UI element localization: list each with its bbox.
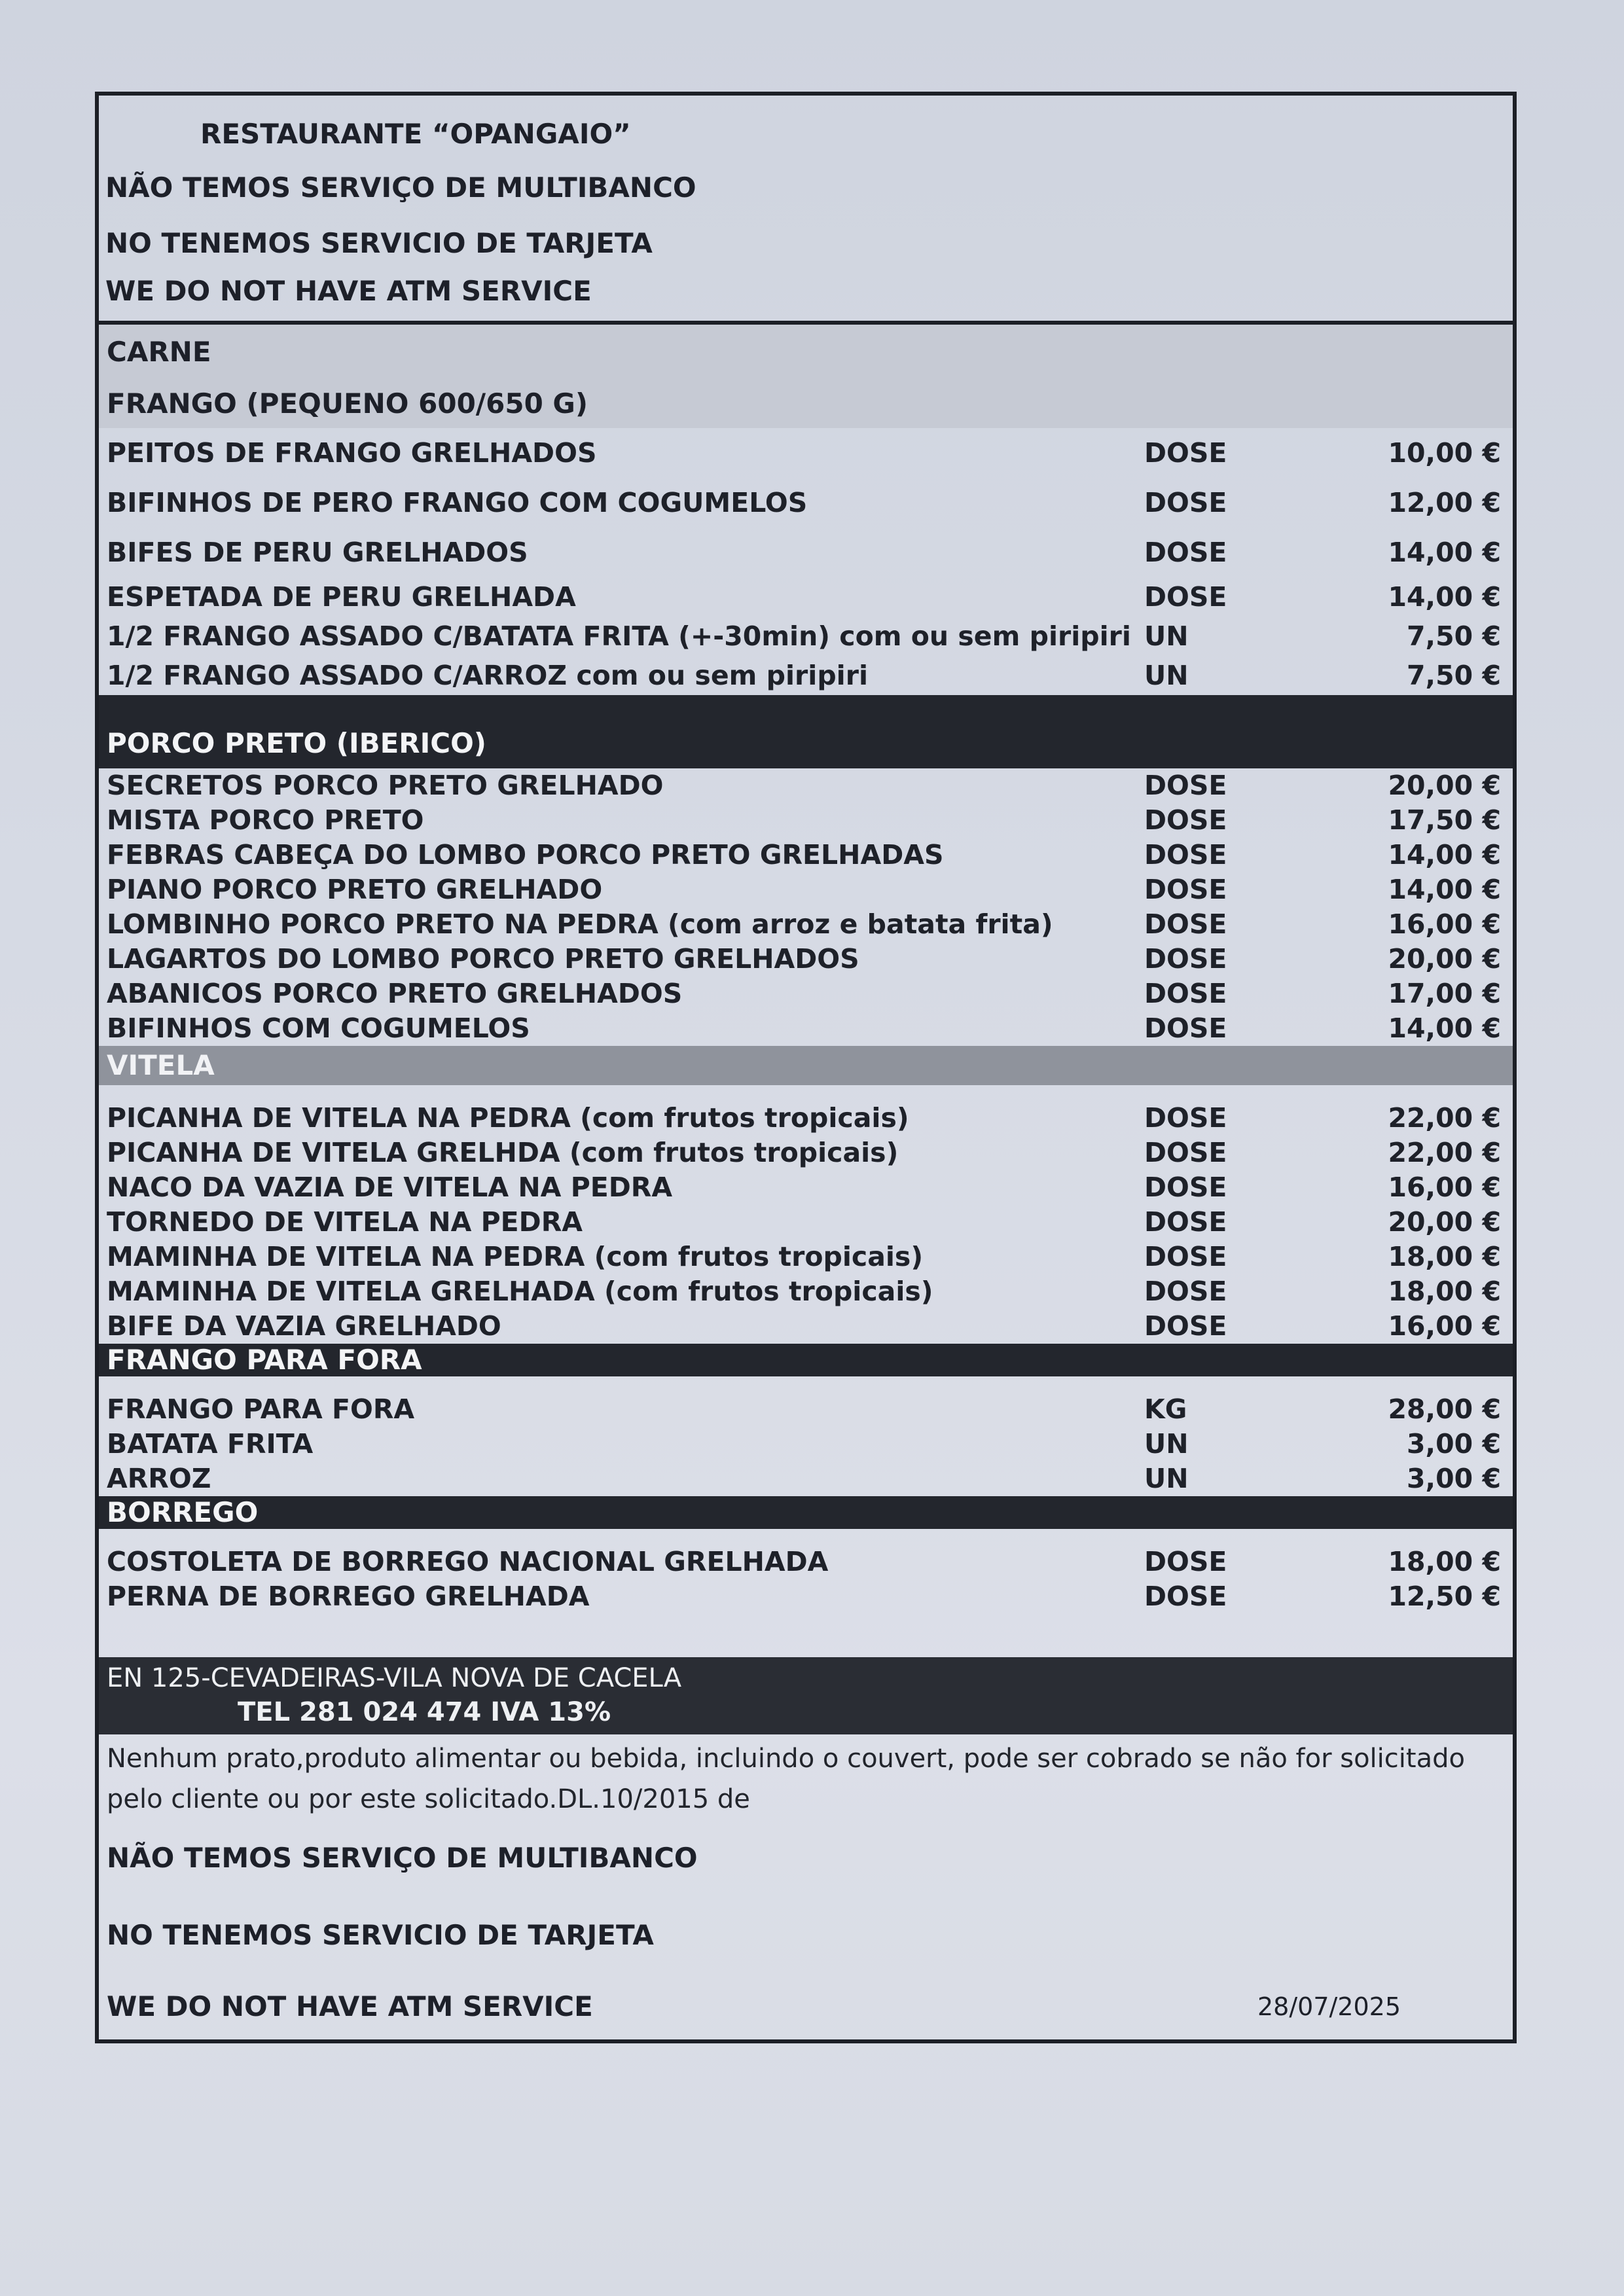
item-unit: DOSE [1144, 978, 1227, 1009]
menu-item [99, 478, 1513, 528]
legal-notice: Nenhum prato,produto alimentar ou bebida, incluindo o couvert, pode ser cobrado se não for solicitado pelo cliente ou por este solicitado.DL.10/2015 de [107, 1744, 1465, 1814]
item-name: MAMINHA DE VITELA NA PEDRA (com frutos tropicais) [107, 1241, 924, 1272]
item-name: FRANGO PARA FORA [107, 1393, 415, 1425]
footer-notice-pt-text: NÃO TEMOS SERVIÇO DE MULTIBANCO [107, 1842, 698, 1874]
section-title-borrego: BORREGO [99, 1496, 1513, 1529]
item-price: 14,00 € [1388, 581, 1501, 613]
item-unit: DOSE [1144, 908, 1227, 940]
menu-item [99, 1170, 1513, 1205]
item-price: 12,50 € [1388, 1581, 1501, 1612]
item-unit: UN [1144, 1463, 1189, 1494]
item-unit: DOSE [1144, 804, 1227, 836]
menu-item [99, 617, 1513, 656]
item-unit: DOSE [1144, 1241, 1227, 1272]
section-title-vitela: VITELA [99, 1046, 1513, 1085]
item-name: SECRETOS PORCO PRETO GRELHADO [107, 770, 664, 801]
menu-item [99, 1011, 1513, 1046]
section-porco-preto [99, 695, 1513, 1046]
contact-band [99, 1657, 1513, 1734]
item-price: 17,00 € [1388, 978, 1501, 1009]
spacer [99, 1614, 1513, 1657]
menu-item [99, 577, 1513, 617]
item-unit: DOSE [1144, 537, 1227, 568]
item-name: ARROZ [107, 1463, 211, 1494]
notice-pt: NÃO TEMOS SERVIÇO DE MULTIBANCO [105, 171, 696, 204]
address-text: EN 125-CEVADEIRAS-VILA NOVA DE CACELA [107, 1663, 682, 1693]
menu-footer [99, 1657, 1513, 2039]
item-unit: UN [1144, 1428, 1189, 1460]
phone-text: TEL 281 024 474 IVA 13% [238, 1697, 611, 1727]
item-price: 16,00 € [1388, 1310, 1501, 1342]
item-name: COSTOLETA DE BORREGO NACIONAL GRELHADA [107, 1546, 829, 1577]
item-price: 17,50 € [1388, 804, 1501, 836]
item-name: PIANO PORCO PRETO GRELHADO [107, 874, 603, 905]
menu-item [99, 1392, 1513, 1427]
item-price: 20,00 € [1388, 1206, 1501, 1238]
restaurant-title: RESTAURANTE “OPANGAIO” [200, 118, 631, 150]
item-name: PICANHA DE VITELA GRELHDA (com frutos tropicais) [107, 1137, 899, 1168]
item-price: 20,00 € [1388, 943, 1501, 975]
section-subtitle-frango: FRANGO (PEQUENO 600/650 G) [99, 380, 1513, 428]
item-unit: DOSE [1144, 1581, 1227, 1612]
item-unit: DOSE [1144, 1013, 1227, 1044]
item-name: BIFINHOS COM COGUMELOS [107, 1013, 530, 1044]
notice-es: NO TENEMOS SERVICIO DE TARJETA [105, 227, 653, 259]
item-unit: DOSE [1144, 1276, 1227, 1307]
item-unit: DOSE [1144, 839, 1227, 870]
item-unit: UN [1144, 620, 1189, 652]
menu-document [95, 92, 1517, 2043]
item-name: MAMINHA DE VITELA GRELHADA (com frutos tropicais) [107, 1276, 933, 1307]
menu-date: 28/07/2025 [1257, 1992, 1401, 2021]
item-unit: DOSE [1144, 943, 1227, 975]
item-name: BIFINHOS DE PERO FRANGO COM COGUMELOS [107, 487, 808, 518]
item-unit: DOSE [1144, 1206, 1227, 1238]
item-name: FEBRAS CABEÇA DO LOMBO PORCO PRETO GRELHADAS [107, 839, 944, 870]
menu-item [99, 977, 1513, 1011]
menu-item [99, 1309, 1513, 1344]
spacer [99, 1376, 1513, 1392]
menu-item [99, 1101, 1513, 1136]
item-name: 1/2 FRANGO ASSADO C/ARROZ com ou sem piripiri [107, 660, 868, 691]
spacer [99, 1085, 1513, 1101]
section-title-frango-para-fora: FRANGO PARA FORA [99, 1344, 1513, 1376]
item-price: 14,00 € [1388, 1013, 1501, 1044]
item-unit: DOSE [1144, 770, 1227, 801]
item-unit: DOSE [1144, 487, 1227, 518]
item-name: LOMBINHO PORCO PRETO NA PEDRA (com arroz e batata frita) [107, 908, 1053, 940]
item-unit: DOSE [1144, 581, 1227, 613]
menu-item [99, 1427, 1513, 1462]
menu-item [99, 656, 1513, 695]
footer-notice-en-text: WE DO NOT HAVE ATM SERVICE [107, 1990, 593, 2022]
footer-notice-es-text: NO TENEMOS SERVICIO DE TARJETA [107, 1919, 654, 1951]
item-price: 18,00 € [1388, 1276, 1501, 1307]
menu-item [99, 1136, 1513, 1170]
item-name: PEITOS DE FRANGO GRELHADOS [107, 437, 597, 469]
section-vitela [99, 1046, 1513, 1344]
footer-notice-pt [99, 1820, 1513, 1897]
item-price: 10,00 € [1388, 437, 1501, 469]
menu-item [99, 1579, 1513, 1614]
menu-item [99, 942, 1513, 977]
item-price: 22,00 € [1388, 1137, 1501, 1168]
item-name: BIFES DE PERU GRELHADOS [107, 537, 528, 568]
item-price: 28,00 € [1388, 1393, 1501, 1425]
item-price: 16,00 € [1388, 1172, 1501, 1203]
item-price: 14,00 € [1388, 839, 1501, 870]
item-unit: DOSE [1144, 1546, 1227, 1577]
menu-item [99, 768, 1513, 803]
item-price: 18,00 € [1388, 1546, 1501, 1577]
item-name: MISTA PORCO PRETO [107, 804, 424, 836]
spacer [99, 1529, 1513, 1545]
menu-item [99, 803, 1513, 838]
item-price: 20,00 € [1388, 770, 1501, 801]
item-price: 18,00 € [1388, 1241, 1501, 1272]
footer-notice-es [99, 1897, 1513, 1974]
item-unit: KG [1144, 1393, 1187, 1425]
menu-item [99, 1274, 1513, 1309]
item-name: PERNA DE BORREGO GRELHADA [107, 1581, 590, 1612]
menu-item [99, 528, 1513, 577]
item-unit: DOSE [1144, 1102, 1227, 1134]
menu-item [99, 1240, 1513, 1274]
item-name: NACO DA VAZIA DE VITELA NA PEDRA [107, 1172, 673, 1203]
section-frango-para-fora [99, 1344, 1513, 1496]
item-price: 14,00 € [1388, 537, 1501, 568]
menu-header [99, 96, 1513, 325]
item-name: BIFE DA VAZIA GRELHADO [107, 1310, 501, 1342]
menu-item [99, 872, 1513, 907]
item-price: 7,50 € [1407, 620, 1501, 652]
item-price: 16,00 € [1388, 908, 1501, 940]
item-price: 14,00 € [1388, 874, 1501, 905]
item-unit: UN [1144, 660, 1189, 691]
item-unit: DOSE [1144, 1172, 1227, 1203]
item-name: ESPETADA DE PERU GRELHADA [107, 581, 576, 613]
item-name: 1/2 FRANGO ASSADO C/BATATA FRITA (+-30min) com ou sem piripiri [107, 620, 1131, 652]
menu-item [99, 1205, 1513, 1240]
menu-item [99, 907, 1513, 942]
item-unit: DOSE [1144, 1137, 1227, 1168]
menu-item [99, 838, 1513, 872]
item-unit: DOSE [1144, 1310, 1227, 1342]
item-price: 3,00 € [1407, 1428, 1501, 1460]
item-price: 3,00 € [1407, 1463, 1501, 1494]
notice-en: WE DO NOT HAVE ATM SERVICE [105, 275, 592, 307]
section-carne [99, 325, 1513, 695]
section-borrego [99, 1496, 1513, 1657]
item-name: TORNEDO DE VITELA NA PEDRA [107, 1206, 583, 1238]
menu-item [99, 1462, 1513, 1496]
item-price: 12,00 € [1388, 487, 1501, 518]
item-unit: DOSE [1144, 874, 1227, 905]
item-name: PICANHA DE VITELA NA PEDRA (com frutos tropicais) [107, 1102, 909, 1134]
section-title-porco-preto: PORCO PRETO (IBERICO) [99, 695, 1513, 768]
item-price: 7,50 € [1407, 660, 1501, 691]
menu-item [99, 1545, 1513, 1579]
item-unit: DOSE [1144, 437, 1227, 469]
footer-notice-en [99, 1974, 1513, 2039]
item-name: ABANICOS PORCO PRETO GRELHADOS [107, 978, 683, 1009]
section-title-carne: CARNE [99, 325, 1513, 380]
item-price: 22,00 € [1388, 1102, 1501, 1134]
item-name: LAGARTOS DO LOMBO PORCO PRETO GRELHADOS [107, 943, 859, 975]
menu-item [99, 428, 1513, 478]
item-name: BATATA FRITA [107, 1428, 314, 1460]
